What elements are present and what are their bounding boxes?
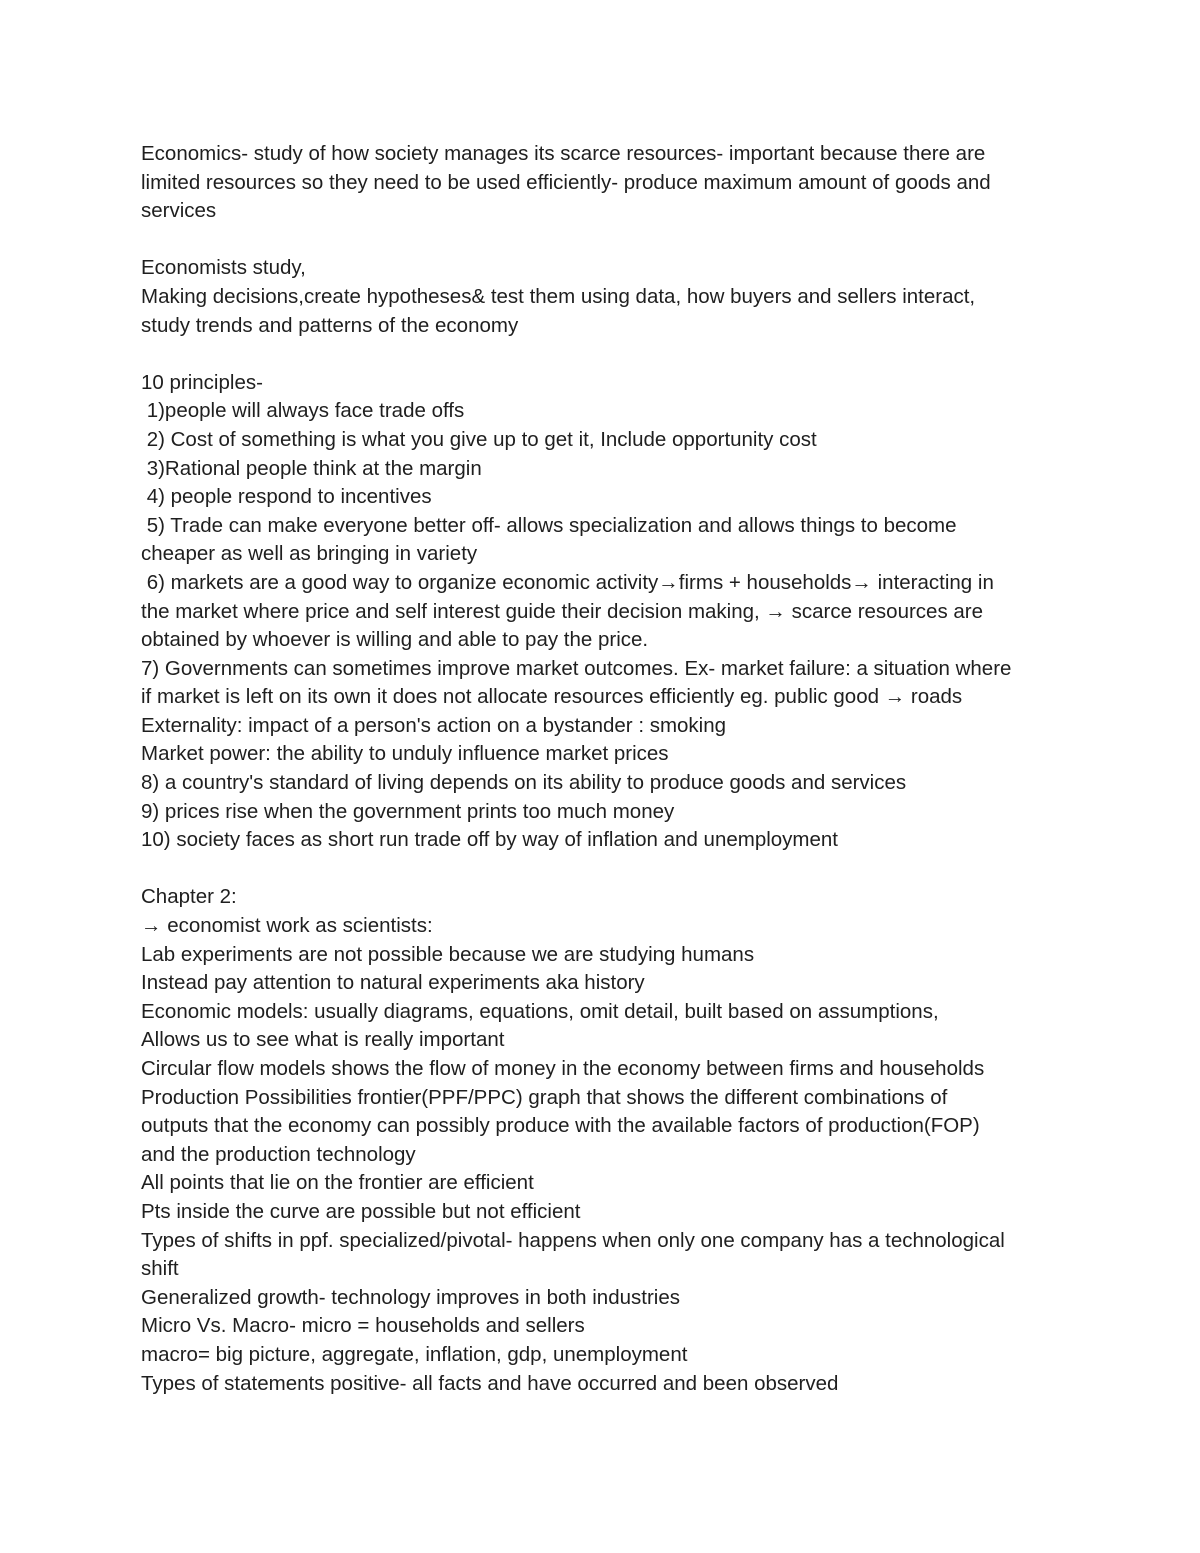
list-item: 5) Trade can make everyone better off- allows specialization and allows things to become [141, 513, 957, 537]
text-line: study trends and patterns of the economy [141, 313, 519, 337]
text-line: outputs that the economy can possibly produce with the available factors of production(FOP) [141, 1114, 980, 1138]
list-item: 7) Governments can sometimes improve market outcomes. Ex- market failure: a situation where [141, 656, 1012, 680]
list-item: 2) Cost of something is what you give up to get it, Include opportunity cost [141, 427, 817, 451]
text-line: Types of shifts in ppf. specialized/pivotal- happens when only one company has a technological [141, 1228, 1005, 1252]
principles-heading: 10 principles- [141, 370, 263, 394]
list-item-continuation: obtained by whoever is willing and able to pay the price. [141, 628, 649, 652]
economists-study-paragraph [141, 254, 1081, 340]
blank-line [141, 855, 1081, 884]
text-line: Making decisions,create hypotheses& test them using data, how buyers and sellers interact, [141, 284, 976, 308]
list-item: 10) society faces as short run trade off by way of inflation and unemployment [141, 828, 838, 852]
text-line: services [141, 199, 217, 223]
list-item-continuation: the market where price and self interest guide their decision making, → scarce resources are [141, 599, 984, 623]
list-item: 3)Rational people think at the margin [141, 456, 482, 480]
text-line: Market power: the ability to unduly influence market prices [141, 742, 669, 766]
text-line: Production Possibilities frontier(PPF/PPC) graph that shows the different combinations of [141, 1085, 948, 1109]
document-page [141, 140, 1081, 1398]
chapter-heading: Chapter 2: [141, 885, 237, 909]
text-line: Pts inside the curve are possible but not efficient [141, 1199, 581, 1223]
text-line: Allows us to see what is really important [141, 1028, 505, 1052]
text-line: → economist work as scientists: [141, 914, 433, 938]
text-line: Lab experiments are not possible because we are studying humans [141, 942, 755, 966]
blank-line [141, 226, 1081, 255]
text-line: limited resources so they need to be used efficiently- produce maximum amount of goods and [141, 170, 991, 194]
text-line: Types of statements positive- all facts and have occurred and been observed [141, 1371, 839, 1395]
list-item: 4) people respond to incentives [141, 485, 432, 509]
text-line: and the production technology [141, 1142, 416, 1166]
intro-paragraph [141, 140, 1081, 226]
blank-line [141, 340, 1081, 369]
list-item: 6) markets are a good way to organize economic activity→firms + households→ interacting in [141, 570, 994, 594]
text-line: Circular flow models shows the flow of money in the economy between firms and households [141, 1057, 985, 1080]
text-line: Generalized growth- technology improves in both industries [141, 1285, 680, 1309]
list-item: 1)people will always face trade offs [141, 399, 465, 423]
list-item: 9) prices rise when the government prints too much money [141, 799, 675, 823]
principles-list [141, 369, 1081, 855]
text-line: All points that lie on the frontier are efficient [141, 1171, 534, 1195]
text-line: Economists study, [141, 256, 306, 280]
text-line: Externality: impact of a person's action on a bystander : smoking [141, 713, 727, 737]
list-item-continuation: if market is left on its own it does not allocate resources efficiently eg. public good → roads [141, 685, 963, 709]
text-line: Micro Vs. Macro- micro = households and sellers [141, 1314, 585, 1338]
list-item: 8) a country's standard of living depends on its ability to produce goods and services [141, 771, 907, 795]
text-line: Economics- study of how society manages its scarce resources- important because there are [141, 142, 986, 165]
chapter-2-section [141, 883, 1081, 1398]
text-line: macro= big picture, aggregate, inflation, gdp, unemployment [141, 1342, 688, 1366]
text-line: Economic models: usually diagrams, equations, omit detail, built based on assumptions, [141, 999, 939, 1023]
text-line: shift [141, 1257, 179, 1281]
list-item-continuation: cheaper as well as bringing in variety [141, 542, 478, 566]
text-line: Instead pay attention to natural experiments aka history [141, 971, 645, 995]
